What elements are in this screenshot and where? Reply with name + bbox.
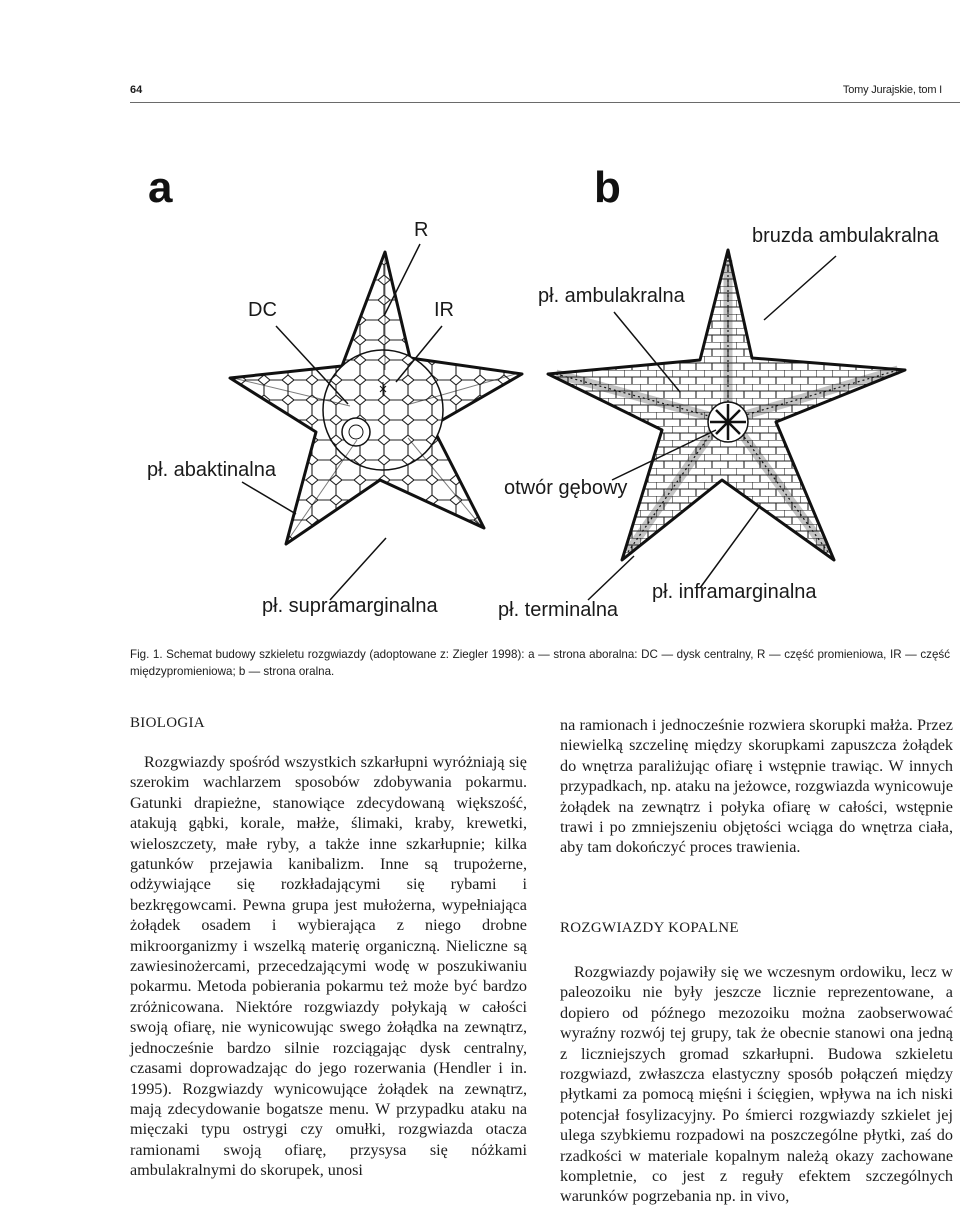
paragraph-continuation: na ramionach i jednocześnie rozwiera skorupki małża. Przez niewielką szczelinę między skorupkami zapuszcza żołądek do wnętrza paraliżując ofiarę i wstępnie trawiąc. W innych przypadkach, np. ataku na jeżowce, rozgwiazda wynicowuje żołądek na zewnątrz i połyka ofiarę w całości, wstępnie trawi i po zmniejszeniu objętości wciąga do wnętrza ciała, aby tam dokończyć proces trawienia. — [560, 716, 953, 857]
running-header: Tomy Jurajskie, tom I — [842, 84, 942, 96]
label-r: R — [414, 219, 429, 241]
starfish-figure — [0, 160, 960, 630]
label-terminal: pł. terminalna — [498, 599, 619, 621]
label-ambulacral-groove: bruzda ambulakralna — [752, 225, 939, 247]
left-column-text — [130, 752, 527, 1181]
label-ambulacral-plate: pł. ambulakralna — [538, 285, 685, 307]
label-inframarginal: pł. inframarginalna — [652, 581, 817, 603]
page-number: 64 — [130, 84, 143, 96]
label-abaktinal: pł. abaktinalna — [147, 459, 276, 481]
header-rule — [130, 102, 960, 103]
section-heading-kopalne: ROZGWIAZDY KOPALNE — [560, 920, 739, 936]
panel-a-letter: a — [148, 163, 173, 212]
label-ir: IR — [434, 299, 454, 321]
paragraph-biologia: Rozgwiazdy spośród wszystkich szkarłupni wyróżniają się szerokim wachlarzem sposobów zdobywania pokarmu. Gatunki drapieżne, stanowiące zdecydowaną większość, atakują gąbki, korale, małże, ślimaki, kraby, krewetki, wieloszczety, małe ryby, a także inne szkarłupnie; kilka gatunków przejawia kanibalizm. Inne są trupożerne, odżywiające się rozkładającymi się rybami i bezkręgowcami. Pewna grupa jest mułożerna, wypełniająca żołądek osadem i wybierająca z niego drobne mikroorganizmy i wszelką materię organiczną. Nieliczne są zawiesinożercami, przecedzającymi wodę w poszukiwaniu pokarmu. Metoda pobierania pokarmu też może być bardzo zróżnicowana. Niektóre rozgwiazdy połykają w całości swoją ofiarę, nie wynicowując swego żołądka na zewnątrz, jednocześnie bardzo silnie rozciągając dysk centralny, czasami doprowadzając do jego rozerwania (Hendler i in. 1995). Rozgwiazdy wynicowujące żołądek na zewnątrz, mają zdecydowanie bogatsze menu. W przypadku ataku na mięczaki typu ostrygi czy omułki, rozgwiazda otacza ramionami swoją ofiarę, przysysa się nóżkami ambulakralnymi do skorupek, unosi — [130, 753, 527, 1180]
paragraph-kopalne: Rozgwiazdy pojawiły się we wczesnym ordowiku, lecz w paleozoiku nie były jeszcze licznie reprezentowane, a dopiero od późnego mezozoiku można zaobserwować wyraźny rozwój tej grupy, tak że obecnie stanowi ona jedną z liczniejszych gromad szkarłupni. Budowa szkieletu rozgwiazd, zwłaszcza elastyczny sposób połączeń między płytkami za pomocą mięśni i ścięgien, wpływa na ich niski potencjał fosylizacyjny. Po śmierci rozgwiazdy szkielet jej ulega szybkiemu rozpadowi na poszczególne płytki, zaś do rzadkości w materiale kopalnym należą okazy zachowane kompletnie, co jest z reguły efektem szczególnych warunków pogrzebania np. in vivo, — [560, 963, 953, 1206]
section-heading-biologia: BIOLOGIA — [130, 715, 205, 731]
label-dc: DC — [248, 299, 277, 321]
right-column-continuation — [560, 715, 953, 858]
panel-b-letter: b — [594, 163, 621, 212]
label-supramarginal: pł. supramarginalna — [262, 595, 438, 617]
label-mouth: otwór gębowy — [504, 477, 628, 499]
right-column-text — [560, 962, 953, 1207]
figure-caption: Fig. 1. Schemat budowy szkieletu rozgwiazdy (adoptowane z: Ziegler 1998): a — strona aboralna: DC — dysk centralny, R — część promieniowa, IR — część międzypromieniowa; b — strona oralna. — [130, 648, 950, 678]
